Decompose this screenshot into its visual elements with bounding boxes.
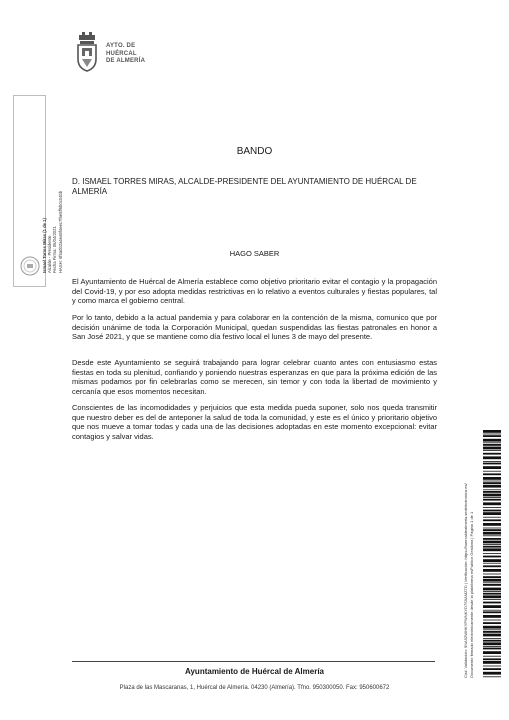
signature-date: Fecha Firma: 06/04/2021	[52, 226, 58, 273]
signature-hash: HASH: 6f5a0b2a4ea9f4eec7f5e5ff6b0c04bb	[57, 190, 63, 273]
document-subheading: HAGO SABER	[229, 249, 280, 258]
coat-of-arms-icon	[74, 31, 100, 73]
body-paragraph: Conscientes de las incomodidades y perjuicios que esta medida pueda suponer, solo nos queda transmitir que nuestro deber es del de anteponer la salud de toda la comunidad, y este es el único y prioritario objetivo que nos mueve a tomar todas y cada una de las decisiones adoptadas en este momento excepcional: evitar contagios y salvar vidas.	[72, 403, 437, 441]
footer-address: Plaza de las Mascaranas, 1, Huércal de Almería. 04230 (Almería). Tfno. 950300050. Fax: 950600672	[119, 685, 390, 691]
body-paragraph: El Ayuntamiento de Huércal de Almería establece como objetivo prioritario evitar el contagio y la propagación del Covid-19, y por eso adopta medidas restrictivas en lo relativo a eventos culturales y fiestas populares, tal y como marca el gobierno central.	[72, 277, 437, 305]
document-heading: D. ISMAEL TORRES MIRAS, ALCALDE-PRESIDENTE DEL AYUNTAMIENTO DE HUÉRCAL DE ALMERÍA	[72, 177, 417, 196]
verification-code: Cód. Validación: 9NA9ZWHKYPWNKYD7S9AMZ7D | Verificación: https://huercaldealmeria.sedelectronica.es/	[463, 483, 468, 678]
signature-stamp-icon	[20, 256, 40, 276]
body-paragraph: Desde este Ayuntamiento se seguirá trabajando para lograr celebrar cuanto antes con entusiasmo estas fiestas en toda su plenitud, confiando y poniendo nuestras esperanzas en que para la próxima edición de las mismas podamos por fin celebrarlas como se merecen, sin temor y con toda la libertad de movimiento y cercanía que esos momentos necesitan.	[72, 358, 437, 396]
logo-line: AYTO. DE	[106, 43, 136, 49]
document-title: BANDO	[236, 146, 273, 157]
logo-line: HUÉRCAL	[106, 50, 137, 57]
signature-box	[13, 95, 63, 287]
verification-text	[463, 483, 474, 678]
verification-platform: Documento firmado electrónicamente desde la plataforma esPublico Gestiona | Página 1 de 1	[468, 511, 474, 678]
signer-role: Alcalde - Presidente	[47, 235, 53, 273]
signer-name: Ismael Torres Miras (1 de 1)	[42, 218, 47, 273]
body-paragraph: Por lo tanto, debido a la actual pandemia y para colaborar en la contención de la misma, comunico que por decisión unánime de toda la Corporación Municipal, quedan suspendidas las fiestas patronales en honor a San José 2021, y que se mantiene como día festivo local el lunes 3 de mayo del presente.	[72, 313, 437, 341]
footer-organization: Ayuntamiento de Huércal de Almería	[185, 667, 324, 676]
logo-line: DE ALMERÍA	[106, 58, 146, 64]
footer-divider	[72, 661, 435, 662]
barcode-icon	[483, 430, 501, 678]
logo-text	[106, 43, 145, 66]
signature-text	[42, 191, 63, 273]
municipal-logo	[74, 31, 174, 75]
